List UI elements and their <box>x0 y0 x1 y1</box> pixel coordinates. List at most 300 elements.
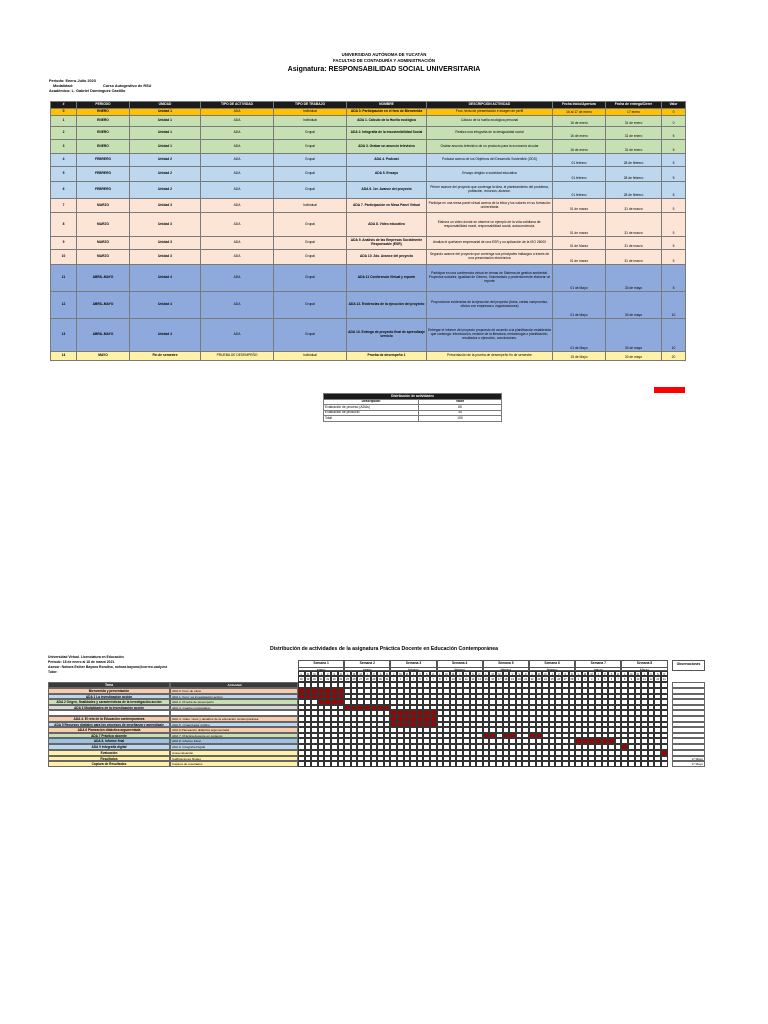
activity-nombre: ADA 2. Infografía de la insostenibilidad Social <box>347 127 427 140</box>
activity-nombre: Prueba de desempeño 1 <box>347 352 427 361</box>
day-letter: L <box>529 671 536 676</box>
activity-periodo: ABRIL-MAYO <box>77 292 130 319</box>
gantt-cell <box>575 682 582 688</box>
gantt-cell <box>529 682 536 688</box>
activity-tipo-trab: Grupal <box>274 127 347 140</box>
day-number: 2 <box>397 676 404 681</box>
activity-valor: 20 <box>662 352 686 361</box>
activity-row <box>51 154 686 167</box>
activity-nombre: ADA 1. Cálculo de la Huella ecológica <box>347 116 427 127</box>
activity-tipo-act: ADA <box>201 154 274 167</box>
activity-num: 8 <box>51 213 77 237</box>
day-number: 16 <box>491 678 495 682</box>
gantt-cell <box>318 682 325 688</box>
day-number: 9 <box>443 676 450 681</box>
gantt-cell <box>661 682 668 688</box>
activity-tipo-trab: Grupal <box>274 250 347 265</box>
activity-num: 4 <box>51 154 77 167</box>
activity-periodo: MAYO <box>77 352 130 361</box>
activity-desc: Primer avance del proyecto que contenga la idea, el planteamiento del problema, población, recursos, alcance. <box>427 182 553 199</box>
activity-row <box>51 237 686 250</box>
day-letter: J <box>503 671 510 676</box>
activity-cierre: 31 de marzo <box>606 250 662 265</box>
gantt-cell <box>443 682 450 688</box>
day-letter: L <box>437 671 444 676</box>
activity-row <box>51 140 686 154</box>
gantt-cell <box>569 761 576 767</box>
gantt-cell <box>430 682 437 688</box>
distribution-col-val: Valor <box>419 399 502 405</box>
activity-valor: 0 <box>662 116 686 127</box>
activity-cierre: 31 de enero <box>606 116 662 127</box>
activity-nombre: ADA 8. Video educativo <box>347 213 427 237</box>
activity-row <box>51 213 686 237</box>
activities-col-header: Valor <box>662 102 686 109</box>
activity-cierre: 28 de febrero <box>606 154 662 167</box>
distribution-desc: Evaluación de producto <box>324 410 419 416</box>
activity-periodo: MARZO <box>77 213 130 237</box>
day-letter: J <box>549 671 556 676</box>
day-number: 6 <box>423 676 430 681</box>
gantt-cell <box>417 761 424 767</box>
day-number: 21 <box>524 678 528 682</box>
day-letter: J <box>595 671 602 676</box>
day-number: 2 <box>582 676 589 681</box>
day-letter: M <box>351 671 358 676</box>
activity-num: 12 <box>51 292 77 319</box>
day-number: 22 <box>530 678 534 682</box>
gantt-cell <box>384 682 391 688</box>
gantt-cell <box>437 761 444 767</box>
day-letter: S <box>562 671 569 676</box>
activity-tipo-act: ADA <box>201 237 274 250</box>
week-header <box>344 660 390 671</box>
activity-unidad: Unidad 1 <box>130 140 201 154</box>
gantt-cell <box>555 761 562 767</box>
gantt-cell <box>489 682 496 688</box>
gantt-cell <box>384 761 391 767</box>
day-number: 8 <box>437 676 444 681</box>
activity-valor: 10 <box>662 319 686 352</box>
activity-cierre: 17 enero <box>606 109 662 116</box>
day-letter: M <box>588 671 595 676</box>
gantt-cell <box>344 761 351 767</box>
gantt-cell <box>404 761 411 767</box>
activity-unidad: Unidad 3 <box>130 199 201 213</box>
gantt-cell <box>648 761 655 767</box>
activity-cierre: 31 de marzo <box>606 199 662 213</box>
activity-num: 2 <box>51 127 77 140</box>
week-label: Semana 2 <box>345 661 389 668</box>
day-number: 5 <box>417 676 424 681</box>
day-letter: S <box>470 671 477 676</box>
day-number: 11 <box>643 678 646 682</box>
activity-tipo-act: ADA <box>201 109 274 116</box>
day-letter: D <box>569 671 576 676</box>
day-number: 20 <box>313 678 316 682</box>
tema-cell: ADA 8. Informe final <box>48 738 170 744</box>
activity-periodo: MARZO <box>77 199 130 213</box>
day-number: 15 <box>484 678 488 682</box>
day-number: 8 <box>621 676 628 681</box>
tema-cell: ADA 4. El reto de la Educación contemporánea <box>48 716 170 722</box>
distribution-desc: Evaluación de proceso (ADAs) <box>324 405 419 411</box>
day-number: 29 <box>372 678 376 682</box>
day-letter: M <box>357 671 364 676</box>
day-number: 28 <box>365 678 369 682</box>
observations-cell <box>672 682 705 688</box>
actividad-cell: ADA 7. Práctica docente en contexto <box>170 733 298 739</box>
activity-inicio: 01 de Mayo <box>553 319 606 352</box>
gantt-cell <box>522 761 529 767</box>
activity-tipo-act: ADA <box>201 250 274 265</box>
activity-unidad: Fin de semestre <box>130 352 201 361</box>
activity-unidad: Unidad 3 <box>130 250 201 265</box>
day-letter: V <box>555 671 562 676</box>
day-number: 9 <box>628 676 635 681</box>
gantt-cell <box>628 682 635 688</box>
gantt-cell <box>364 682 371 688</box>
gantt-cell <box>463 761 470 767</box>
activities-col-header: Fecha Inicio/Apertura <box>553 102 606 109</box>
activity-periodo: FEBRERO <box>77 182 130 199</box>
day-letter: J <box>410 671 417 676</box>
activity-periodo: MARZO <box>77 237 130 250</box>
academic-name: Académico: L. Gabriel Domínguez Castillo <box>49 89 126 93</box>
gantt-cell <box>410 761 417 767</box>
activity-desc: Ensayo dirigido a sociedad educativa <box>427 167 553 182</box>
activity-inicio: 16 de enero <box>553 116 606 127</box>
activity-unidad: Unidad 2 <box>130 167 201 182</box>
gantt-cell <box>489 761 496 767</box>
day-letter: D <box>384 671 391 676</box>
gantt-cell <box>635 682 642 688</box>
day-letter: V <box>417 671 424 676</box>
tema-cell: ADA 6 Planeación didáctica argumentada <box>48 727 170 733</box>
activities-table <box>50 101 686 361</box>
actividad-header: Actividad <box>170 682 298 688</box>
gantt-cell <box>377 761 384 767</box>
actividad-cell: ADA 9. Infografía Digital <box>170 744 298 750</box>
activity-unidad: Unidad 4 <box>130 292 201 319</box>
gantt-cell <box>516 682 523 688</box>
gantt-cell <box>582 761 589 767</box>
day-letter: S <box>377 671 384 676</box>
faculty-name: FACULTAD DE CONTADURÍA Y ADMINISTRACIÓN <box>333 58 435 63</box>
gantt-cell <box>331 761 338 767</box>
actividad-cell: ADA 1. Foro: La investigación acción <box>170 694 298 700</box>
activity-num: 3 <box>51 140 77 154</box>
distribution-val: 100 <box>419 416 502 422</box>
day-letter: M <box>397 671 404 676</box>
week-month: febrero <box>546 667 558 672</box>
day-number: 19 <box>511 678 514 682</box>
day-letter: L <box>344 671 351 676</box>
day-number: 25 <box>346 678 349 682</box>
activity-tipo-trab: Grupal <box>274 265 347 292</box>
activity-unidad: Unidad 3 <box>130 237 201 250</box>
gantt-cell <box>483 761 490 767</box>
gantt-cell <box>305 682 312 688</box>
activity-tipo-trab: Individual <box>274 109 347 116</box>
gantt-cell <box>324 761 331 767</box>
activity-valor: 5 <box>662 182 686 199</box>
activity-cierre: 30 de mayo <box>606 352 662 361</box>
activity-desc: Analiza el quehacer empresarial de una ESR y su aplicación de la ISO 26000 <box>427 237 553 250</box>
week-header <box>437 660 483 671</box>
gantt-cell <box>621 761 628 767</box>
day-number: 12 <box>464 678 468 682</box>
week-header <box>575 660 621 671</box>
gantt-cell <box>463 682 470 688</box>
gantt-cell <box>654 682 661 688</box>
observations-header: Observaciones <box>672 660 705 671</box>
activity-inicio: 01 febrero <box>553 154 606 167</box>
gantt-cell <box>377 682 384 688</box>
day-number: 26 <box>352 678 356 682</box>
activity-unidad: Unidad 2 <box>130 154 201 167</box>
activity-inicio: 16 de enero <box>553 140 606 154</box>
activity-tipo-act: ADA <box>201 213 274 237</box>
day-number: 27 <box>359 678 363 682</box>
activity-unidad: Unidad 1 <box>130 127 201 140</box>
gantt-cell <box>423 761 430 767</box>
day-letter: M <box>489 671 496 676</box>
day-number: 24 <box>544 678 547 682</box>
day-letter: L <box>390 671 397 676</box>
day-number: 31 <box>385 678 389 682</box>
gantt-cell <box>549 682 556 688</box>
activity-unidad: Unidad 2 <box>130 182 201 199</box>
activity-row <box>51 127 686 140</box>
day-letter: J <box>318 671 325 676</box>
activity-row <box>51 109 686 116</box>
distribution-col-desc: Descripción <box>324 399 419 405</box>
activity-unidad: Unidad 3 <box>130 213 201 237</box>
activity-tipo-act: PRUEBA DE DESEMPEÑO <box>201 352 274 361</box>
gantt-cell <box>529 761 536 767</box>
activity-valor: 5 <box>662 127 686 140</box>
activity-row <box>51 319 686 352</box>
day-number: 17 <box>497 678 501 682</box>
activity-inicio: 01 de Mayo <box>553 265 606 292</box>
activities-col-header: NOMBRE <box>347 102 427 109</box>
day-letter: M <box>542 671 549 676</box>
gantt-cell <box>450 682 457 688</box>
activity-valor: 10 <box>662 292 686 319</box>
activity-num: 10 <box>51 250 77 265</box>
activity-row <box>51 199 686 213</box>
activity-tipo-act: ADA <box>201 140 274 154</box>
activity-num: 7 <box>51 199 77 213</box>
gantt-cell <box>542 682 549 688</box>
day-number: 21 <box>319 678 323 682</box>
day-number: 5 <box>602 676 609 681</box>
week-label: Semana 1 <box>299 661 343 668</box>
week-header <box>483 660 529 671</box>
activity-periodo: ABRIL-MAYO <box>77 265 130 292</box>
gantt-cell <box>595 761 602 767</box>
activity-inicio: 16 de enero <box>553 127 606 140</box>
day-number: 1 <box>390 676 397 681</box>
activity-tipo-act: ADA <box>201 116 274 127</box>
activity-nombre: ADA 12. Evidencias de la ejecución del proyecto <box>347 292 427 319</box>
actividad-cell: ADA 3. Cuadro comparativo <box>170 705 298 711</box>
activity-desc: Grabar anuncio televisivo de un producto para la economía circular <box>427 140 553 154</box>
day-letter: M <box>305 671 312 676</box>
actividad-cell: ADA 2. Prueba de desempeño <box>170 699 298 705</box>
gantt-cell <box>318 761 325 767</box>
day-number: 4 <box>410 676 417 681</box>
distribution-row <box>324 416 502 422</box>
gantt-cell <box>430 761 437 767</box>
university-name: UNIVERSIDAD AUTÓNOMA DE YUCATÁN <box>341 52 427 57</box>
tema-cell: Resultados <box>48 756 170 762</box>
gantt-cell <box>483 682 490 688</box>
activity-inicio: 01 febrero <box>553 182 606 199</box>
activity-num: 11 <box>51 265 77 292</box>
gantt-cell <box>443 761 450 767</box>
gantt-cell <box>496 682 503 688</box>
activity-row <box>51 167 686 182</box>
day-letter: J <box>364 671 371 676</box>
gantt-cell <box>536 682 543 688</box>
activity-unidad: Unidad 1 <box>130 109 201 116</box>
tema-cell: ADA 5 Recursos digitales para los procesos de enseñanza y aprendizaje <box>48 722 170 728</box>
activity-periodo: ABRIL-MAYO <box>77 319 130 352</box>
week-month: marzo <box>593 667 603 672</box>
activity-nombre: ADA 11 Conferencia Virtual y reporte <box>347 265 427 292</box>
gantt-cell <box>602 761 609 767</box>
activity-periodo: ENERO <box>77 109 130 116</box>
day-number: 25 <box>550 678 554 682</box>
activity-cierre: 31 de marzo <box>606 237 662 250</box>
day-number: 13 <box>471 678 475 682</box>
tema-cell: Evaluación <box>48 750 170 756</box>
week-label: Semana 8 <box>622 661 666 668</box>
day-letter: L <box>575 671 582 676</box>
schedule-title: Distribución de actividades de la asignatura Práctica Docente en Educación Contemporánea <box>269 646 499 652</box>
activity-tipo-trab: Grupal <box>274 140 347 154</box>
schedule-university: Universidad Virtual. Licenciatura en Educación <box>48 655 124 659</box>
week-month: Marzo <box>639 667 650 672</box>
schedule-author: Asesor: Nohora Esther Bayona Rondino, nohora.bayona@correo.uady.mx <box>48 665 168 669</box>
week-header <box>390 660 436 671</box>
gantt-cell <box>542 761 549 767</box>
activity-cierre: 31 de marzo <box>606 213 662 237</box>
gantt-cell <box>470 682 477 688</box>
actividad-cell: ADA 8. Informe Final <box>170 738 298 744</box>
day-letter: S <box>516 671 523 676</box>
day-letter: V <box>463 671 470 676</box>
gantt-cell <box>503 761 510 767</box>
activity-periodo: ENERO <box>77 127 130 140</box>
activity-unidad: Unidad 4 <box>130 319 201 352</box>
observations-cell: 17 Mayo <box>672 756 705 762</box>
activity-desc: Participa en una mesa panel virtual acerca de la ética y los valores en su formación universitaria <box>427 199 553 213</box>
tema-cell: ADA 7 Práctica docente <box>48 733 170 739</box>
activity-desc: Presentación de la prueba de desempeño fin de semestre <box>427 352 553 361</box>
activity-cierre: 30 de mayo <box>606 292 662 319</box>
activity-tipo-trab: Grupal <box>274 292 347 319</box>
observations-cell: 17 Mayo <box>672 761 705 767</box>
gantt-cell <box>311 761 318 767</box>
activity-valor: 5 <box>662 167 686 182</box>
activity-inicio: 01 de Mayo <box>553 292 606 319</box>
gantt-cell <box>549 761 556 767</box>
day-letter: S <box>331 671 338 676</box>
day-letter: M <box>496 671 503 676</box>
tema-cell: ADA 9 Infografía digital <box>48 744 170 750</box>
actividad-cell: Captura de resultados <box>170 761 298 767</box>
week-label: Semana 6 <box>530 661 574 668</box>
gantt-cell <box>397 761 404 767</box>
activity-row <box>51 265 686 292</box>
activity-desc: Segundo avance del proyecto que contenga sus principales hallazgos a través de una presentación electrónica <box>427 250 553 265</box>
day-letter: M <box>628 671 635 676</box>
activity-periodo: ENERO <box>77 116 130 127</box>
activity-row <box>51 116 686 127</box>
actividad-cell: ADA 6 Planeación didáctica argumentada <box>170 727 298 733</box>
activities-col-header: Fecha de entrega/Cierre <box>606 102 662 109</box>
day-number: 27 <box>563 678 567 682</box>
gantt-cell <box>628 761 635 767</box>
day-letter: V <box>509 671 516 676</box>
week-label: Semana 5 <box>484 661 528 668</box>
gantt-cell <box>562 761 569 767</box>
activity-periodo: MARZO <box>77 250 130 265</box>
activity-inicio: 16 al 17 de enero <box>553 109 606 116</box>
day-number: 1 <box>575 676 582 681</box>
activity-nombre: ADA 4. Podcast <box>347 154 427 167</box>
actividad-cell: ADA 4. video: retos y desafíos de la educación contemporánea <box>170 716 298 722</box>
week-month: febrero <box>454 667 465 672</box>
gantt-cell <box>654 761 661 767</box>
gantt-cell <box>437 682 444 688</box>
gantt-cell <box>635 761 642 767</box>
activity-num: 14 <box>51 352 77 361</box>
actividad-cell: Calificaciones finales <box>170 756 298 762</box>
activity-tipo-act: ADA <box>201 265 274 292</box>
week-label: Semana 7 <box>576 661 620 668</box>
actividad-cell: Autoevaluación <box>170 750 298 756</box>
activity-periodo: FEBRERO <box>77 154 130 167</box>
day-number: 26 <box>557 678 561 682</box>
activity-desc: Participar en una conferencia virtual en temas de Sistema de gestión ambiental. Proyectos sociales, igualdad de Género, Voluntariado y posteriormente elaborar un reporte <box>427 265 553 292</box>
gantt-cell <box>595 682 602 688</box>
day-letter: D <box>476 671 483 676</box>
activity-cierre: 30 de mayo <box>606 265 662 292</box>
day-letter: J <box>641 671 648 676</box>
activity-valor: 5 <box>662 140 686 154</box>
activity-tipo-trab: Grupal <box>274 182 347 199</box>
activity-unidad: Unidad 1 <box>130 116 201 127</box>
gantt-cell <box>397 682 404 688</box>
activity-cierre: 31 de enero <box>606 127 662 140</box>
day-letter: M <box>635 671 642 676</box>
activity-periodo: ENERO <box>77 140 130 154</box>
day-letter: M <box>536 671 543 676</box>
gantt-cell <box>509 761 516 767</box>
gantt-cell <box>417 682 424 688</box>
activity-tipo-trab: Individual <box>274 199 347 213</box>
week-label: Semana 4 <box>438 661 482 668</box>
day-number: 18 <box>504 678 508 682</box>
gantt-cell <box>588 761 595 767</box>
gantt-cell <box>621 682 628 688</box>
activity-row <box>51 250 686 265</box>
day-letter: M <box>443 671 450 676</box>
